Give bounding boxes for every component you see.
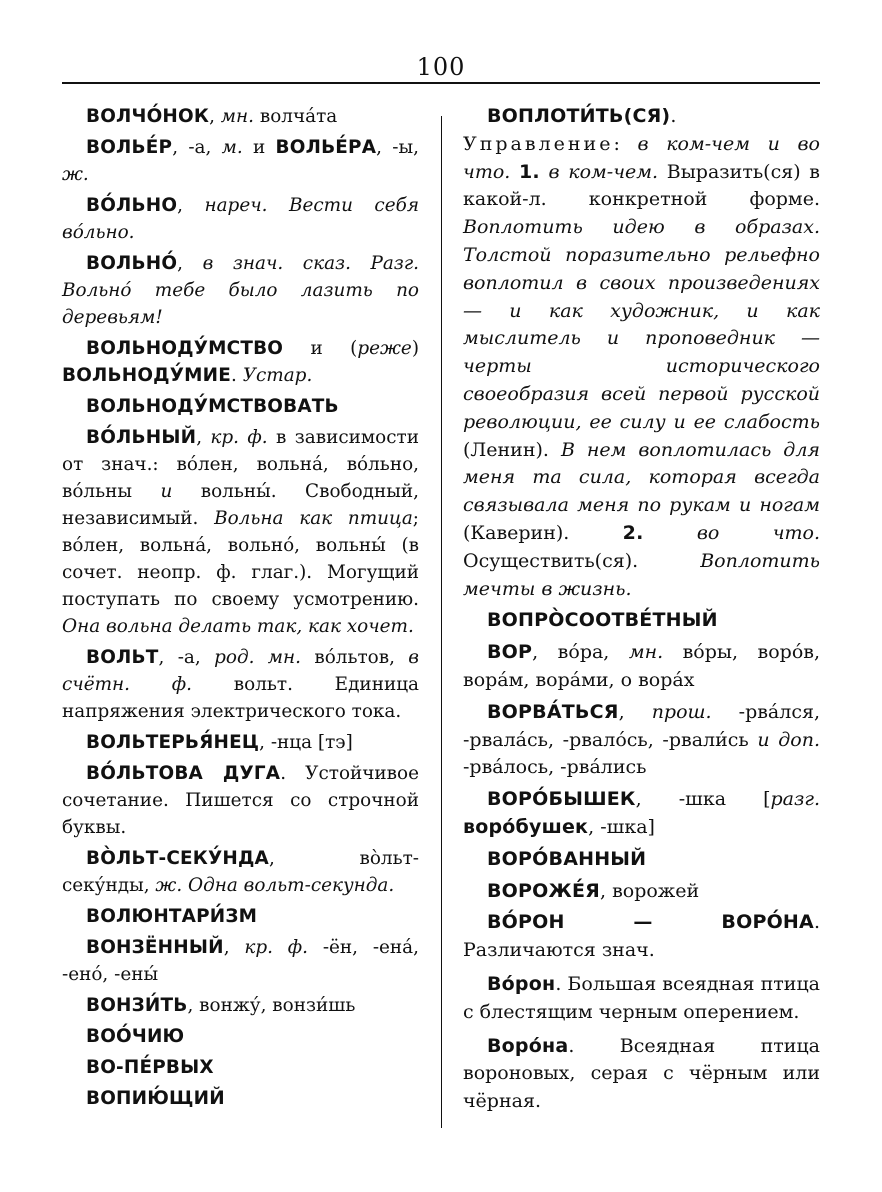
entry-vorobyshek: ВОРО́БЫШЕК, -шка [разг. воро́бушек, -шка]: [463, 788, 820, 838]
entry-volno-adverb: ВО́ЛЬНО, нареч. Вести себя во́льно.: [62, 195, 419, 243]
entry-volchonok: ВОЛЧО́НОК, мн. волча́та: [86, 106, 338, 127]
entry-vopiyushchy: ВОПИЮ́ЩИЙ: [86, 1088, 225, 1109]
entry-volteryanets: ВОЛЬТЕРЬЯ́НЕЦ, -нца [тэ]: [86, 732, 353, 753]
entry-vorona-sense: Воро́на. Всеядная птица вороновых, серая с чёрным или чёрная.: [463, 1034, 820, 1113]
entry-voltova-duga: ВО́ЛЬТОВА ДУГА. Устойчивое сочетание. Пишется со строчной буквы.: [62, 763, 419, 838]
entry-volnodumstvo: ВОЛЬНОДУ́МСТВО и (реже) ВОЛЬНОДУ́МИЕ. Устар.: [62, 338, 419, 386]
entry-volt: ВОЛЬТ, -а, род. мн. во́льтов, в счётн. ф. вольт. Единица напряжения электрического тока.: [62, 647, 420, 722]
entry-voprosootvetny: ВОПРО̀СООТВЕ́ТНЫЙ: [487, 609, 718, 632]
entry-vonzit: ВОНЗИ́ТЬ, вонжу́, вонзи́шь: [86, 995, 356, 1016]
entry-volnodumstvovat: ВОЛЬНОДУ́МСТВОВАТЬ: [86, 396, 339, 417]
left-column: [62, 103, 419, 1116]
entry-volno-predicative: ВОЛЬНО́, в знач. сказ. Разг. Вольно́ тебе было лазить по деревьям!: [62, 253, 419, 328]
entry-voron-vorona: ВО́РОН — ВОРО́НА. Различаются знач.: [463, 911, 820, 962]
column-divider: [441, 116, 442, 1128]
entry-voplotit: ВОПЛОТИ́ТЬ(СЯ). Управление: в ком-чем и во что. 1. в ком-чем. Выразить(ся) в какой-л. конкретной форме. Воплотить идею в образах. Толстой поразительно рельефно воплотил в своих произведениях — и как художник, и как мыслитель и проповедник — черты исторического своеобразия всей первой русской революции, ее силу и ее слабость (Ленин). В нем воплотилась для меня та сила, которая всегда связывала меня по рукам и ногам (Каверин). 2. во что. Осуществить(ся). Воплотить мечты в жизнь.: [463, 105, 821, 600]
entry-voler: ВОЛЬЕ́Р, -а, м. и ВОЛЬЕ́РА, -ы, ж.: [62, 137, 419, 185]
entry-vonzyonny: ВОНЗЁННЫЙ, кр. ф. -ён, -ена́, -ено́, -ены́: [62, 937, 419, 985]
entry-voron-sense: Во́рон. Большая всеядная птица с блестящим черным оперением.: [463, 972, 820, 1023]
header-rule: [62, 82, 820, 84]
entry-volt-sekunda: ВО̀ЛЬТ-СЕКУ́НДА, во̀льт-секу́нды, ж. Одна вольт-секунда.: [62, 848, 419, 896]
entry-vo-pervykh: ВО-ПЕ́РВЫХ: [86, 1057, 214, 1078]
entry-voochiyu: ВОО́ЧИЮ: [86, 1026, 185, 1047]
page-number: 100: [416, 53, 466, 81]
entry-voluntarizm: ВОЛЮНТАРИ́ЗМ: [86, 906, 258, 927]
entry-volny: ВО́ЛЬНЫЙ, кр. ф. в зависимости от знач.: во́лен, вольна́, во́льно, во́льны и вольны́. Свободный, независимый. Вольна как птица; во́лен, вольна́, вольно́, вольны́ (в сочет. неопр. ф. глаг.). Могущий поступать по своему усмотрению. Она вольна делать так, как хочет.: [62, 427, 419, 637]
entry-vorozheya: ВОРОЖЕ́Я, ворожей: [487, 879, 700, 902]
entry-vorvatsya: ВОРВА́ТЬСЯ, прош. -рва́лся, -рвала́сь, -рвало́сь, -рвали́сь и доп. -рва́лось, -рва́лись: [463, 700, 820, 779]
entry-vor: ВОР, во́ра, мн. во́ры, воро́в, вора́м, вора́ми, о вора́х: [463, 641, 820, 691]
right-column: [463, 103, 820, 1120]
entry-vorovanny: ВОРО́ВАННЫЙ: [487, 847, 647, 870]
